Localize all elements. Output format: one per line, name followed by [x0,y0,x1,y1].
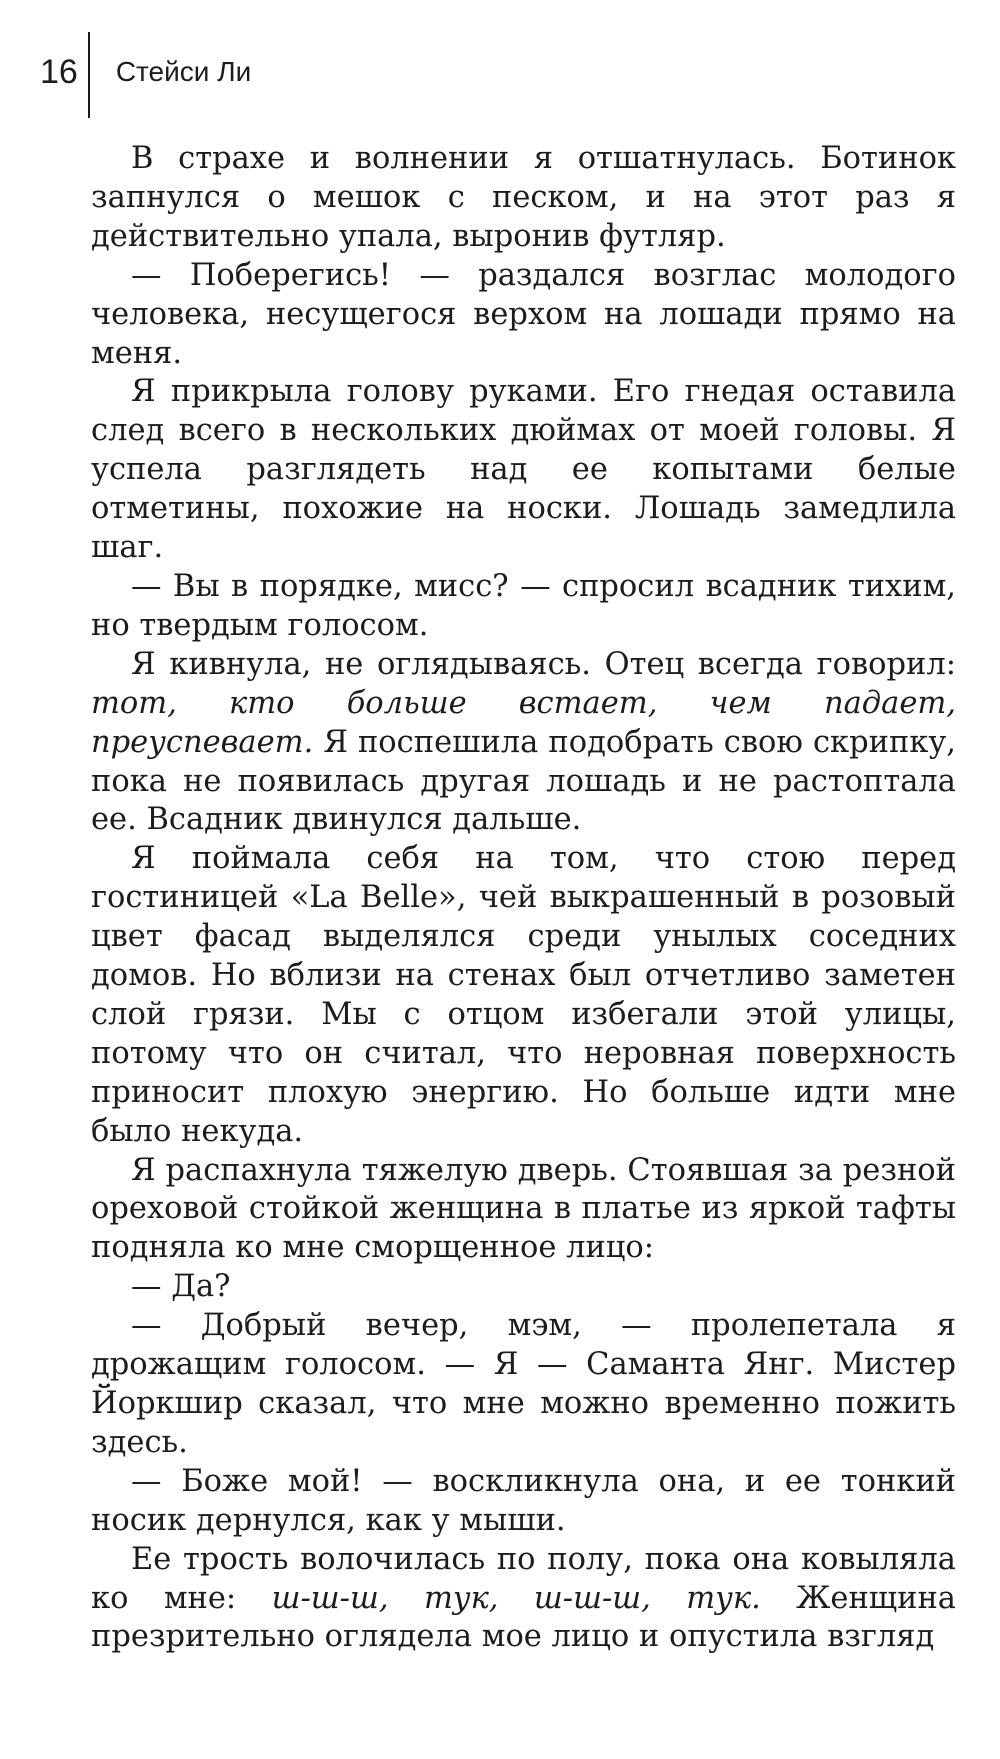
running-header [40,38,251,106]
paragraph: Я поймала себя на том, что стою перед гостиницей «La Belle», чей выкрашенный в розовый цвет фасад выделялся среди унылых соседних домов. Но вблизи на стенах был отчетливо заметен слой грязи. Мы с отцом избегали этой улицы, потому что он считал, что неровная поверхность приносит плохую энергию. Но больше идти мне было некуда. [91,841,956,1149]
paragraph [91,646,956,841]
paragraph-text: Ее трость волочилась по полу, пока она ковыляла ко мне: [91,1541,956,1616]
paragraph: Я прикрыла голову руками. Его гнедая оставила след всего в нескольких дюймах от моей головы. Я успела разглядеть над ее копытами белые отметины, похожие на носки. Лошадь замедлила шаг. [91,374,956,566]
paragraph: В страхе и волнении я отшатнулась. Ботинок запнулся о мешок с песком, и на этот раз я действительно упала, выронив футляр. [91,141,956,254]
page-number: 16 [40,53,78,91]
body-text [91,140,956,1657]
paragraph: Я распахнула тяжелую дверь. Стоявшая за резной ореховой стойкой женщина в платье из яркой тафты подняла ко мне сморщенное лицо: [91,1152,956,1266]
running-title: Стейси Ли [115,56,252,87]
paragraph-text: Женщина презрительно оглядела мое лицо и опустила взгляд [91,1580,956,1655]
paragraph-text: Я кивнула, не оглядываясь. Отец всегда говорил: [131,646,956,682]
paragraph: — Да? [131,1269,231,1305]
paragraph: — Боже мой! — воскликнула она, и ее тонкий носик дернулся, как у мыши. [91,1463,956,1538]
paragraph: — Поберегись! — раздался возглас молодого человека, несущегося верхом на лошади прямо на меня. [91,257,956,371]
italic-sound: ш-ш-ш, тук, ш-ш-ш, тук. [271,1580,761,1616]
paragraph [91,1541,956,1658]
paragraph: — Вы в порядке, мисс? — спросил всадник тихим, но твердым голосом. [91,568,956,643]
italic-quote: тот, кто больше встает, чем падает, преуспевает. [91,685,956,760]
paragraph: — Добрый вечер, мэм, — пролепетала я дрожащим голосом. — Я — Саманта Янг. Мистер Йоркшир сказал, что мне можно временно пожить здесь. [91,1308,956,1460]
paragraph-text: Я поспешила подобрать свою скрипку, пока не появилась другая лошадь и не растоптала ее. Всадник двинулся дальше. [91,724,956,838]
